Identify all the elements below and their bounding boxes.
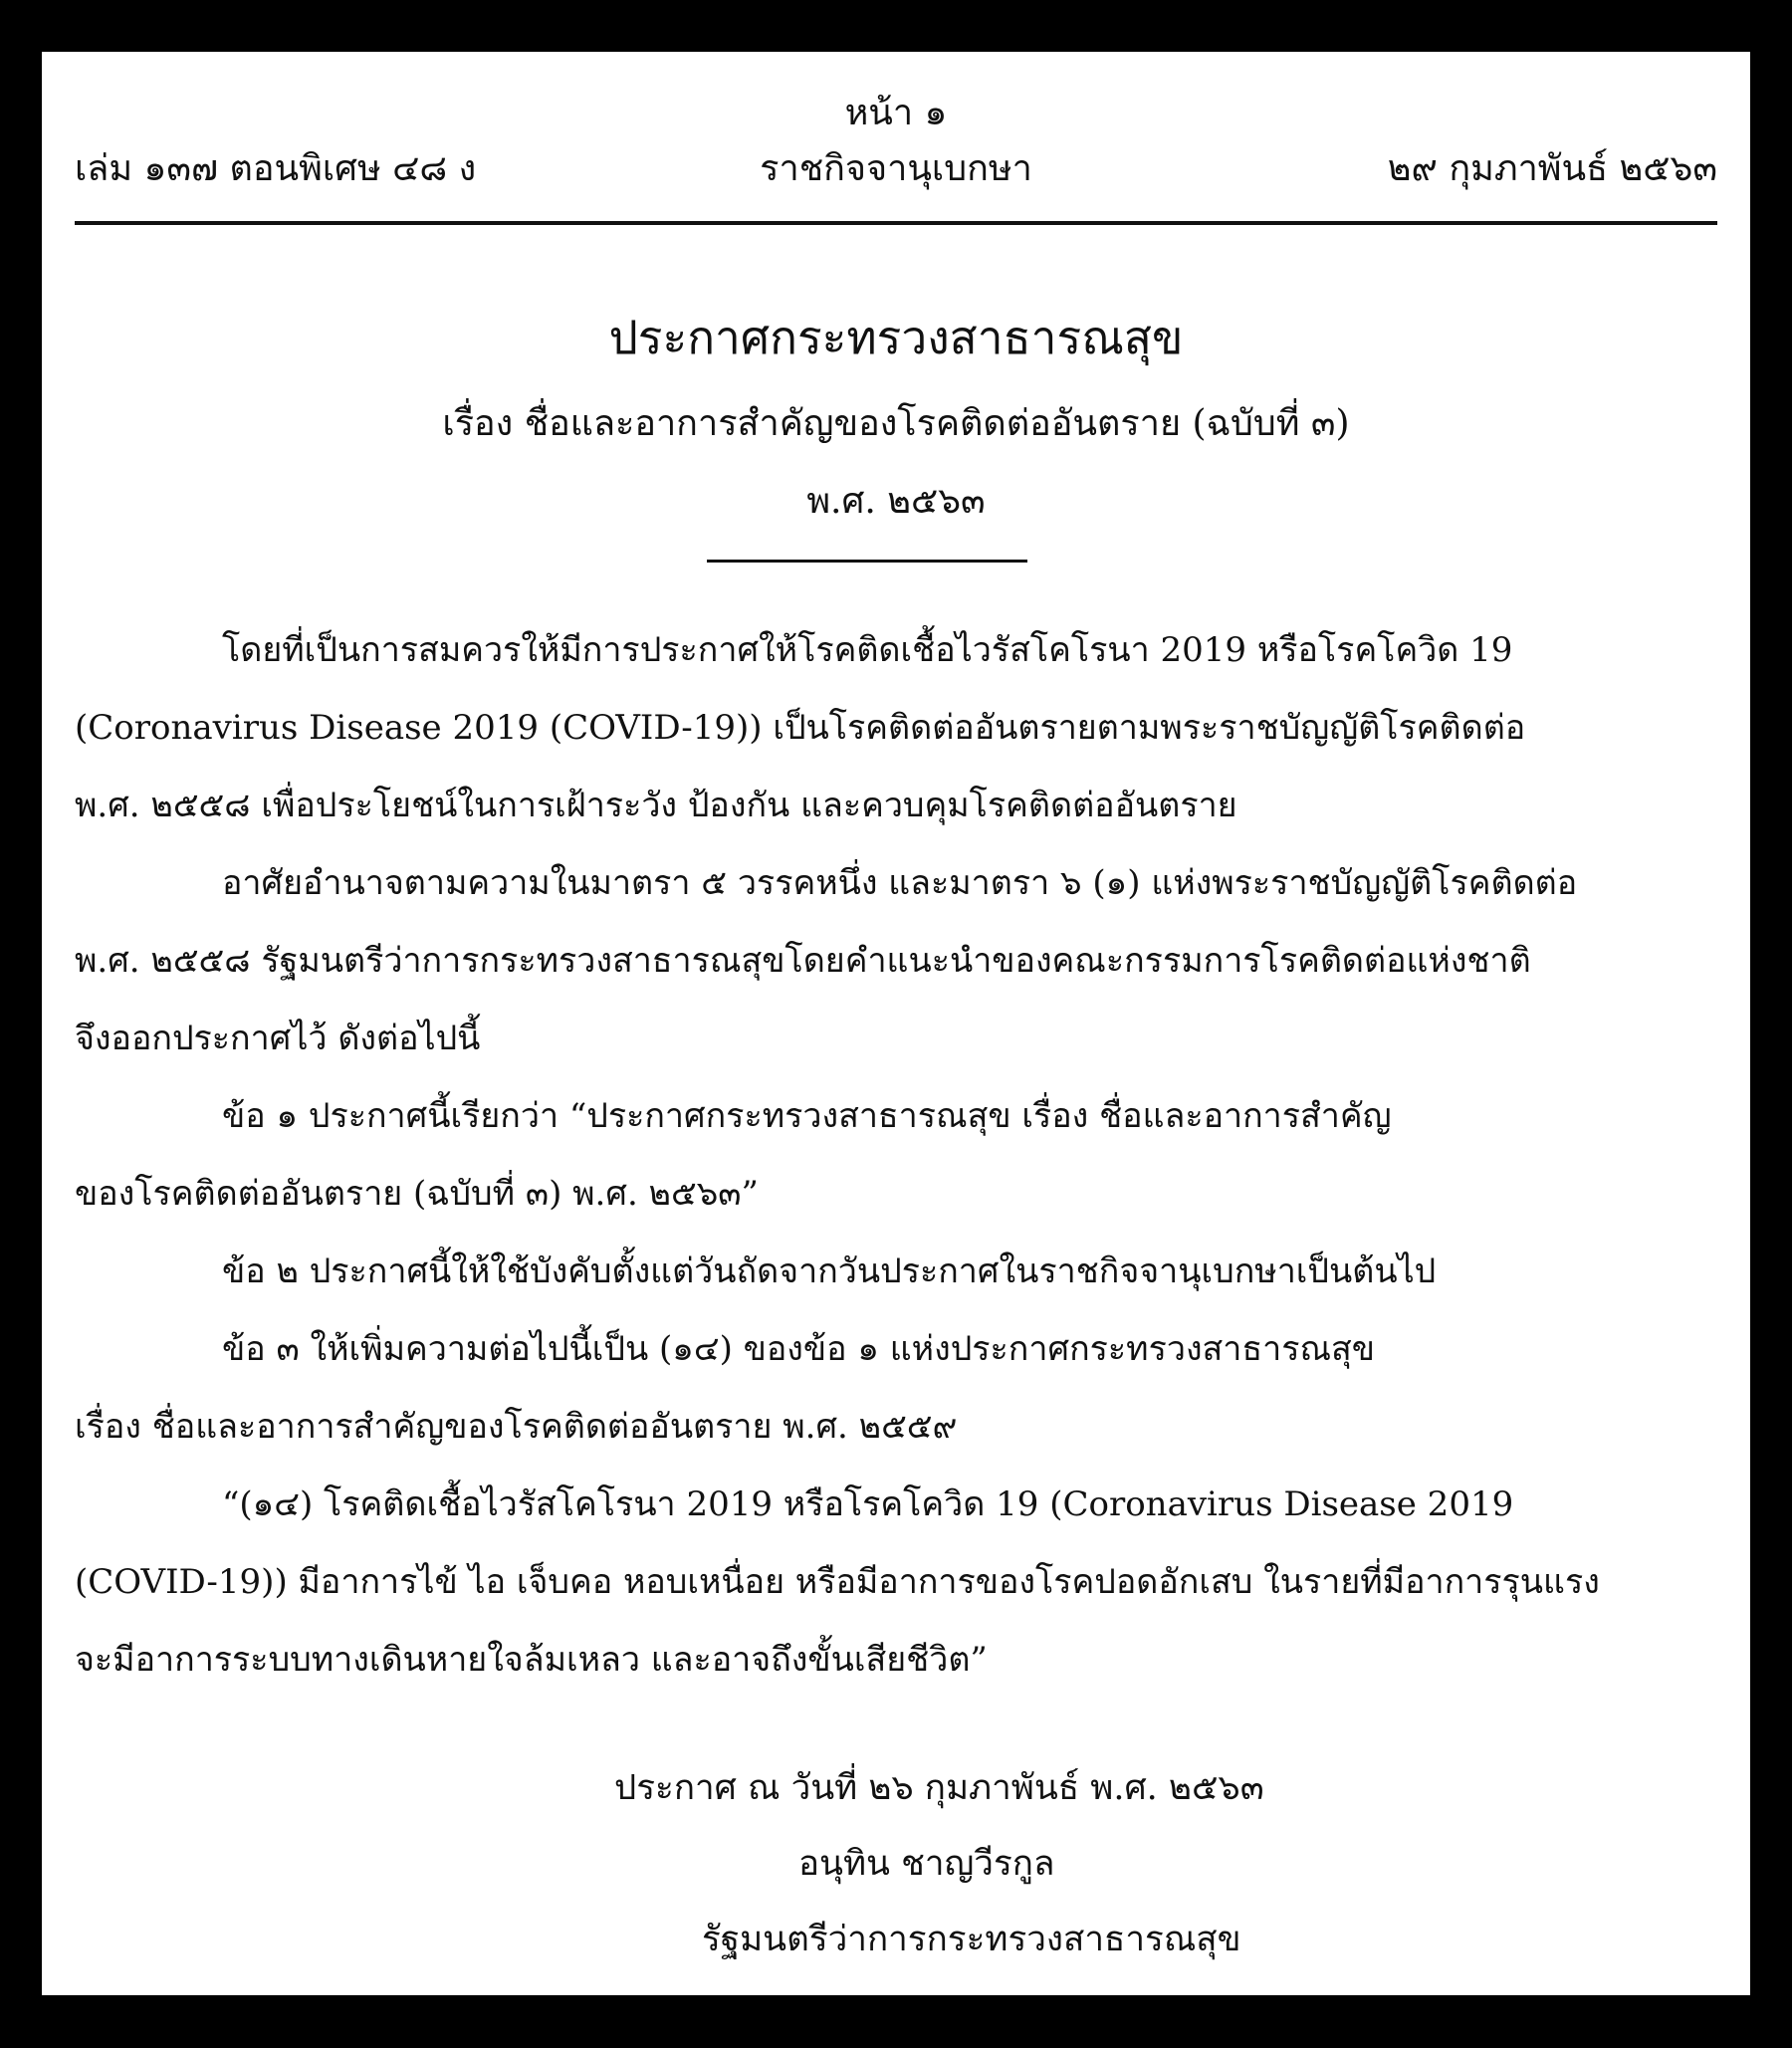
body-line: “(๑๔) โรคติดเชื้อไวรัสโคโรนา 2019 หรือโรคโควิด 19 (Coronavirus Disease 2019: [222, 1484, 1514, 1524]
body-line: ข้อ ๑ ประกาศนี้เรียกว่า “ประกาศกระทรวงสาธารณสุข เรื่อง ชื่อและอาการสำคัญ: [222, 1096, 1392, 1136]
gazette-page: [42, 52, 1750, 1995]
body-line: จึงออกประกาศไว้ ดังต่อไปนี้: [75, 1019, 481, 1058]
body-line: ของโรคติดต่ออันตราย (ฉบับที่ ๓) พ.ศ. ๒๕๖๓”: [75, 1174, 759, 1214]
body-line: อาศัยอำนาจตามความในมาตรา ๕ วรรคหนึ่ง และมาตรา ๖ (๑) แห่งพระราชบัญญัติโรคติดต่อ: [222, 863, 1578, 903]
signature-block: [42, 1750, 1750, 1977]
body-line: พ.ศ. ๒๕๕๘ รัฐมนตรีว่าการกระทรวงสาธารณสุขโดยคำแนะนำของคณะกรรมการโรคติดต่อแห่งชาติ: [75, 941, 1531, 981]
body-line: (COVID-19)) มีอาการไข้ ไอ เจ็บคอ หอบเหนื่อย หรือมีอาการของโรคปอดอักเสบ ในรายที่มีอาการรุนแรง: [75, 1562, 1600, 1602]
body-line: ข้อ ๓ ให้เพิ่มความต่อไปนี้เป็น (๑๔) ของข้อ ๑ แห่งประกาศกระทรวงสาธารณสุข: [222, 1329, 1376, 1369]
volume-issue: เล่ม ๑๓๗ ตอนพิเศษ ๔๘ ง: [75, 148, 477, 189]
body-line: จะมีอาการระบบทางเดินหายใจล้มเหลว และอาจถึงขั้นเสียชีวิต”: [75, 1640, 988, 1680]
announcement-year: พ.ศ. ๒๕๖๓: [806, 481, 986, 522]
signature-date: ประกาศ ณ วันที่ ๒๖ กุมภาพันธ์ พ.ศ. ๒๕๖๓: [614, 1768, 1264, 1808]
publication-name: ราชกิจจานุเบกษา: [760, 148, 1032, 189]
announcement-subject: เรื่อง ชื่อและอาการสำคัญของโรคติดต่ออันตราย (ฉบับที่ ๓): [442, 403, 1350, 444]
announcement-title: ประกาศกระทรวงสาธารณสุข: [608, 311, 1184, 364]
header-divider: [75, 221, 1717, 225]
title-divider: [707, 560, 1027, 563]
signatory-name: อนุทิน ชาญวีรกูล: [798, 1844, 1055, 1884]
announcement-body: [75, 611, 1717, 1699]
gazette-header-row: [75, 139, 1717, 199]
body-line: ข้อ ๒ ประกาศนี้ให้ใช้บังคับตั้งแต่วันถัดจากวันประกาศในราชกิจจานุเบกษาเป็นต้นไป: [222, 1252, 1437, 1291]
body-line: พ.ศ. ๒๕๕๘ เพื่อประโยชน์ในการเฝ้าระวัง ป้องกัน และควบคุมโรคติดต่ออันตราย: [75, 786, 1237, 825]
body-line: (Coronavirus Disease 2019 (COVID-19)) เป็นโรคติดต่ออันตรายตามพระราชบัญญัติโรคติดต่อ: [75, 708, 1526, 748]
signatory-position: รัฐมนตรีว่าการกระทรวงสาธารณสุข: [702, 1920, 1241, 1959]
page-number: หน้า ๑: [844, 93, 948, 133]
publication-date: ๒๙ กุมภาพันธ์ ๒๕๖๓: [1387, 148, 1717, 189]
body-line: โดยที่เป็นการสมควรให้มีการประกาศให้โรคติดเชื้อไวรัสโคโรนา 2019 หรือโรคโควิด 19: [222, 630, 1513, 670]
body-line: เรื่อง ชื่อและอาการสำคัญของโรคติดต่ออันตราย พ.ศ. ๒๕๕๙: [75, 1407, 958, 1447]
